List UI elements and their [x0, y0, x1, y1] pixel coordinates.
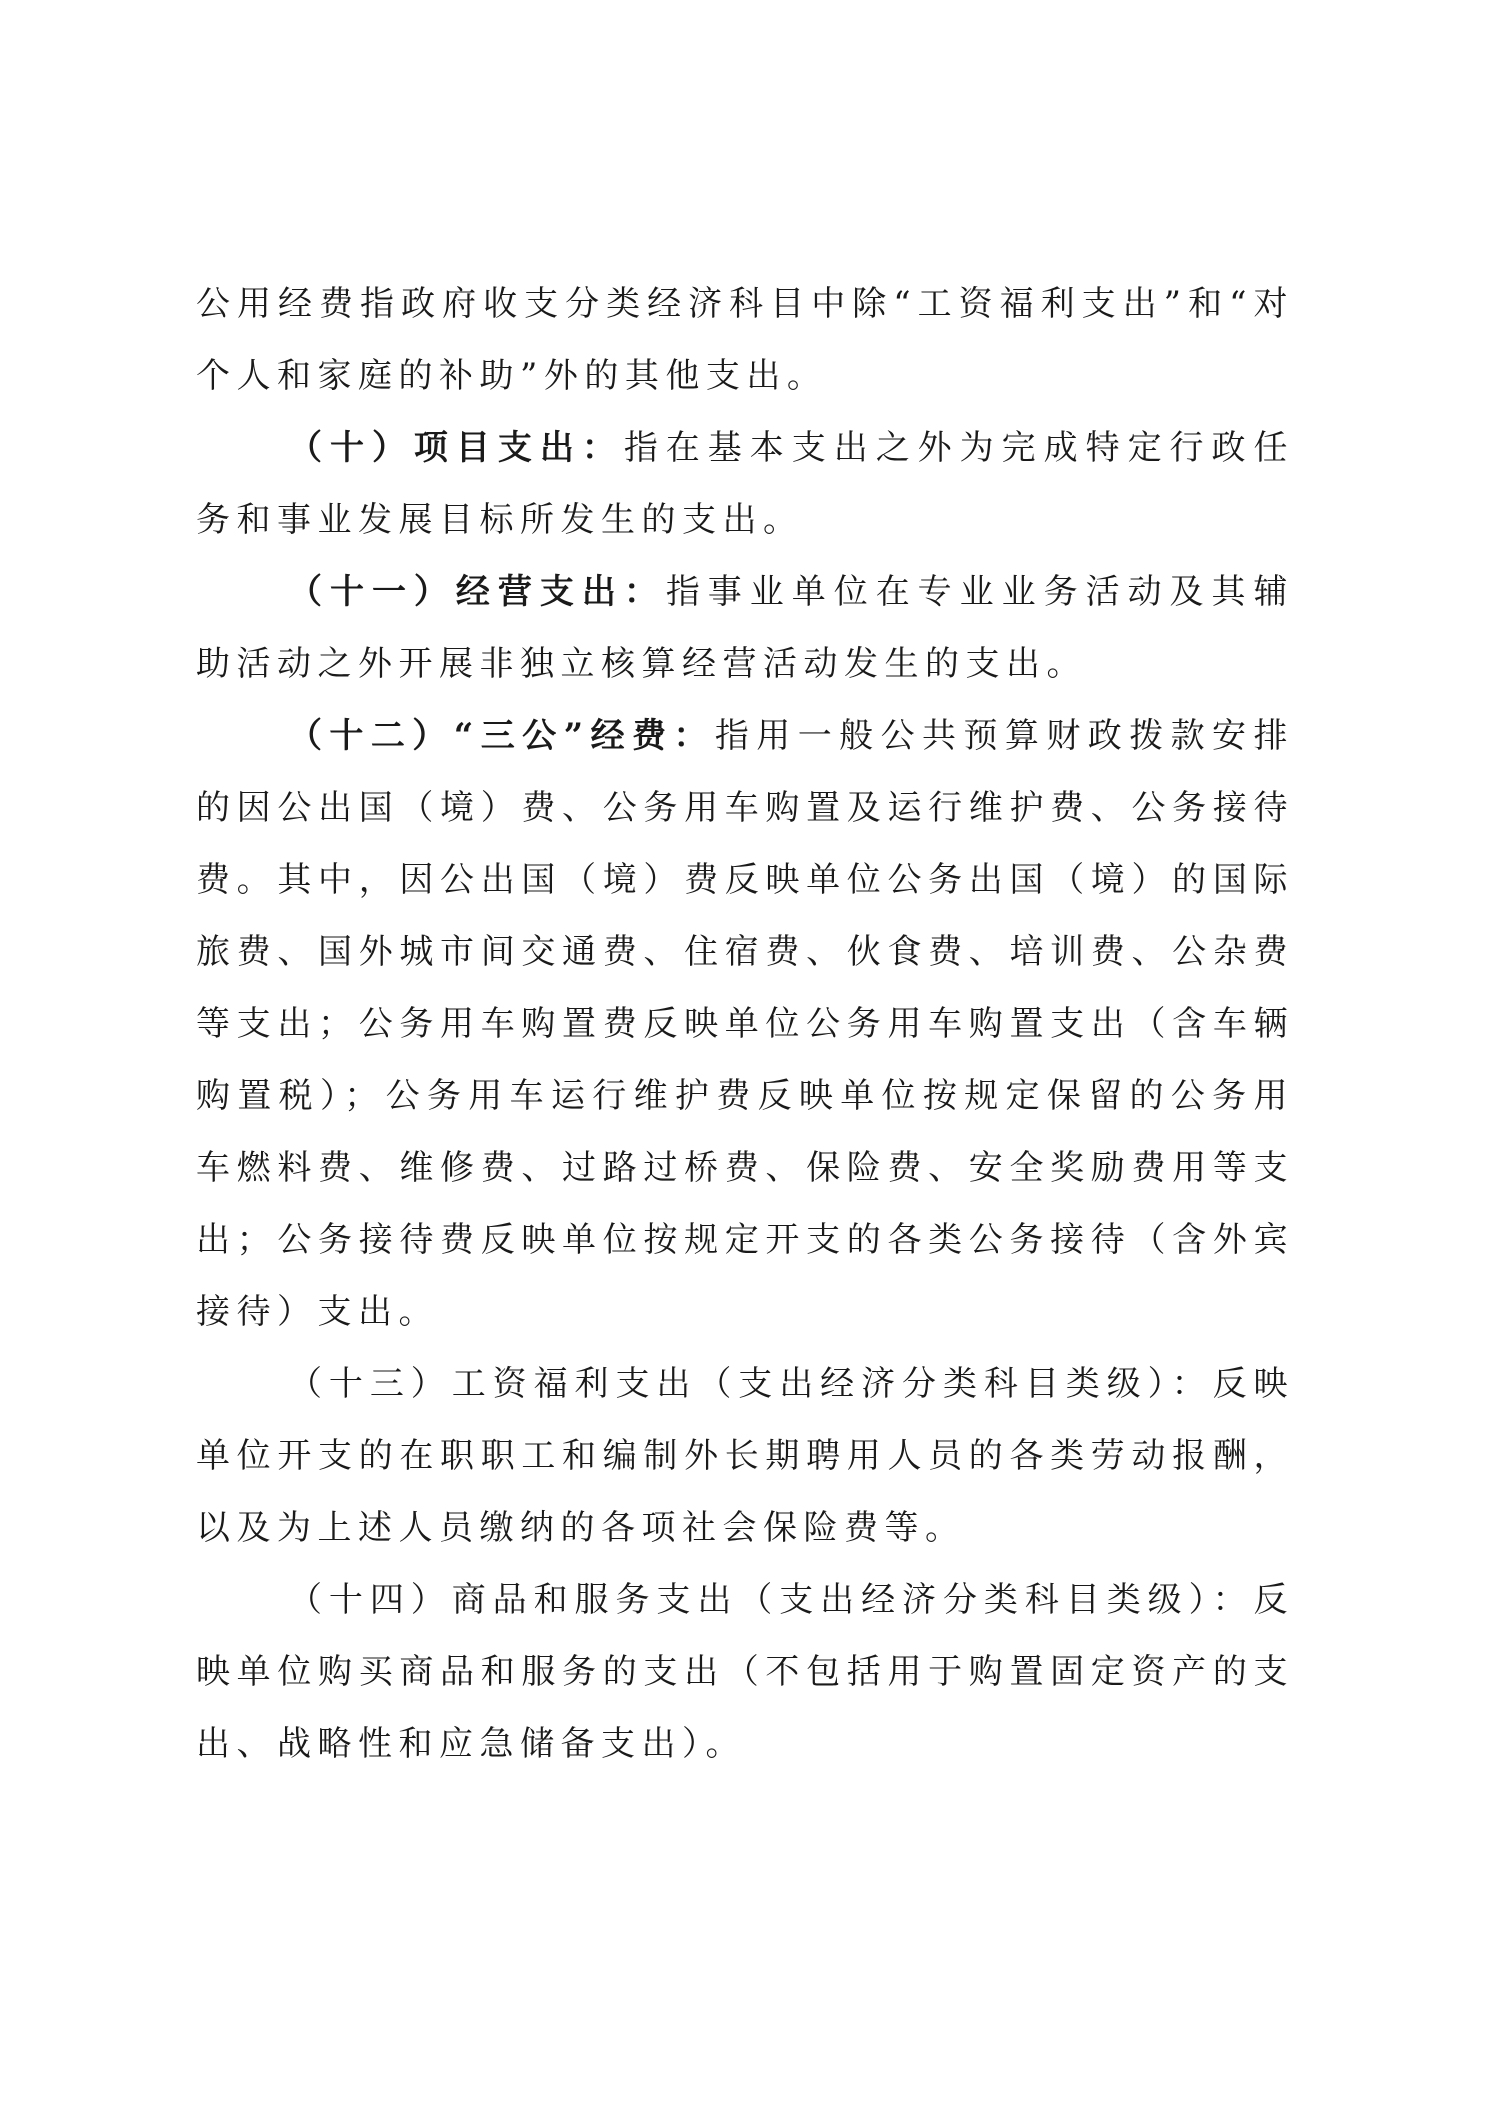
- paragraph-text: 反映单位购买商品和服务的支出（不包括用于购置固定资产的支出、战略性和应急储备支出）。: [196, 1580, 1294, 1764]
- paragraph-wage-welfare: [196, 1348, 1294, 1564]
- paragraph-goods-services: [196, 1564, 1294, 1780]
- section-heading: （十二）“三公”经费：: [288, 716, 715, 756]
- paragraph-three-public-funds: [196, 700, 1294, 1348]
- paragraph-project-expenditure: [196, 412, 1294, 556]
- section-heading: （十三）工资福利支出（支出经济分类科目类级）：: [288, 1364, 1213, 1404]
- paragraph-text: 公用经费指政府收支分类经济科目中除“工资福利支出”和“对个人和家庭的补助”外的其他支出。: [196, 284, 1294, 396]
- paragraph-text: 指用一般公共预算财政拨款安排的因公出国（境）费、公务用车购置及运行维护费、公务接待费。其中，因公出国（境）费反映单位公务出国（境）的国际旅费、国外城市间交通费、住宿费、伙食费、培训费、公杂费等支出；公务用车购置费反映单位公务用车购置支出（含车辆购置税）；公务用车运行维护费反映单位按规定保留的公务用车燃料费、维修费、过路过桥费、保险费、安全奖励费用等支出；公务接待费反映单位按规定开支的各类公务接待（含外宾接待）支出。: [196, 716, 1294, 1332]
- section-heading: （十一）经营支出：: [288, 572, 666, 612]
- section-heading: （十四）商品和服务支出（支出经济分类科目类级）：: [288, 1580, 1254, 1620]
- section-heading: （十）项目支出：: [288, 428, 624, 468]
- paragraph-public-funds-definition: [196, 268, 1294, 412]
- paragraph-operating-expenditure: [196, 556, 1294, 700]
- paragraph-text: 反映单位开支的在职职工和编制外长期聘用人员的各类劳动报酬，以及为上述人员缴纳的各项社会保险费等。: [196, 1364, 1294, 1548]
- paragraph-text: 指在基本支出之外为完成特定行政任务和事业发展目标所发生的支出。: [196, 428, 1295, 540]
- document-page: [196, 268, 1294, 1780]
- paragraph-text: 指事业单位在专业业务活动及其辅助活动之外开展非独立核算经营活动发生的支出。: [196, 572, 1295, 684]
